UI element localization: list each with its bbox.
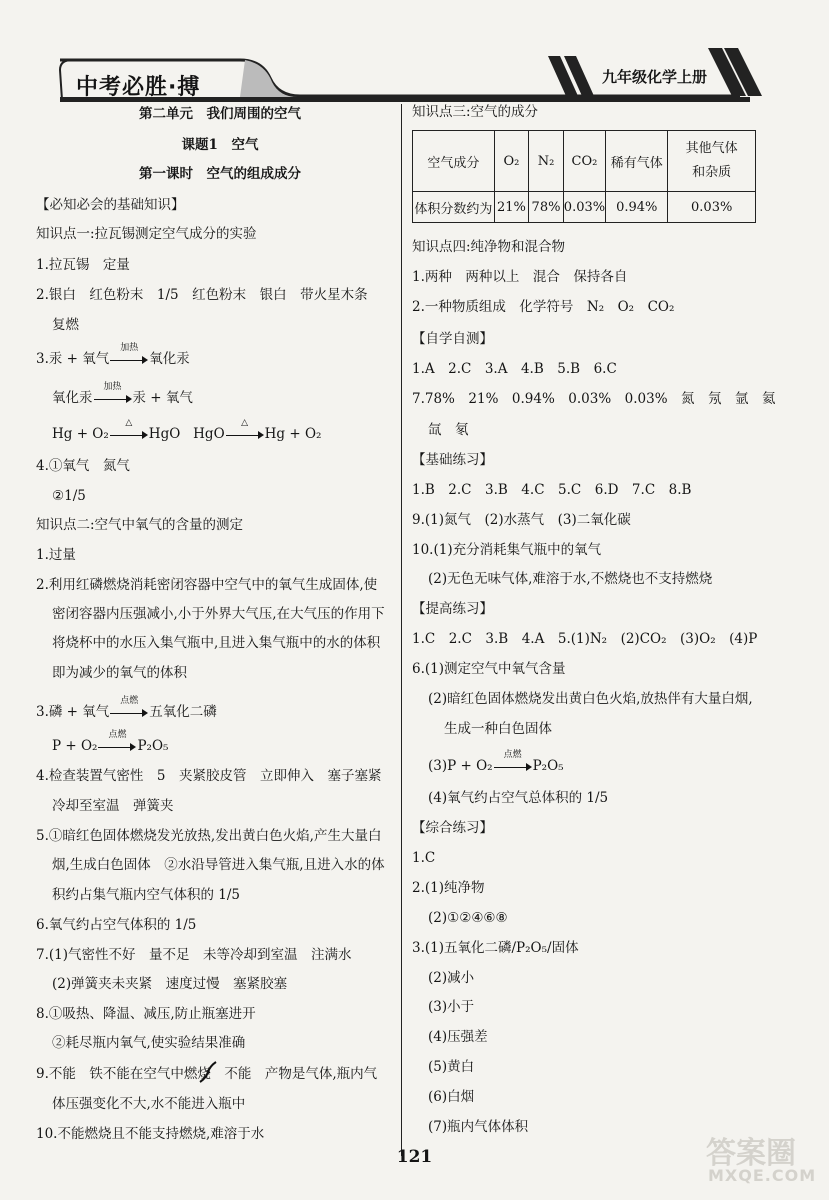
- answer-line: 8.①吸热、降温、减压,防止瓶塞进开: [36, 1006, 256, 1022]
- eq-rhs: P₂O₅: [137, 738, 169, 754]
- page-number: 121: [396, 1147, 433, 1167]
- table-cell: 0.03%: [668, 192, 756, 223]
- reaction-condition: 点燃: [120, 695, 139, 706]
- reaction-arrow: [110, 417, 148, 442]
- column-divider: [401, 104, 402, 1156]
- answer-line: 2.一种物质组成 化学符号 N₂ O₂ CO₂: [412, 299, 675, 315]
- book-title: 九年级化学上册: [602, 68, 708, 86]
- answer-line: (2)弹簧夹未夹紧 速度过慢 塞紧胶塞: [52, 976, 288, 992]
- answer-line: 5.①暗红色固体燃烧发光放热,发出黄白色火焰,产生大量白: [36, 828, 382, 844]
- section-heading: 【自学自测】: [412, 331, 493, 347]
- answer-line: 7.78% 21% 0.94% 0.03% 0.03% 氮 氖 氩 氦: [412, 391, 776, 407]
- answer-line: 将烧杯中的水压入集气瓶中,且进入集气瓶中的水的体积: [52, 635, 381, 651]
- answer-line: ②耗尽瓶内氧气,使实验结果准确: [52, 1035, 246, 1051]
- equation: [52, 381, 193, 406]
- eq-lhs: P + O₂: [52, 738, 98, 754]
- reaction-condition: 加热: [103, 381, 122, 392]
- answer-line: 积约占集气瓶内空气体积的 1/5: [52, 887, 241, 903]
- knowledge-point-4: 知识点四:纯净物和混合物: [412, 239, 566, 255]
- reaction-condition: △: [241, 417, 249, 428]
- reaction-arrow: [494, 749, 532, 774]
- knowledge-point-1: 知识点一:拉瓦锡测定空气成分的实验: [36, 226, 257, 242]
- reaction-condition: 点燃: [503, 749, 522, 760]
- brand-title: 中考必胜·搏: [76, 75, 201, 100]
- answer-line: (5)黄白: [428, 1059, 475, 1075]
- eq-lhs: 3.磷 + 氧气: [36, 704, 110, 720]
- table-cell: N₂: [529, 131, 564, 192]
- answer-line: (2)无色无味气体,难溶于水,不燃烧也不支持燃烧: [428, 571, 713, 587]
- answer-line: 10.(1)充分消耗集气瓶中的氧气: [412, 542, 602, 558]
- air-composition-table: [412, 130, 756, 223]
- reaction-condition: 加热: [120, 342, 139, 353]
- answer-line: 密闭容器内压强减小,小于外界大气压,在大气压的作用下: [52, 606, 385, 622]
- answer-line: 即为减少的氧气的体积: [52, 665, 187, 681]
- table-cell: 78%: [529, 192, 564, 223]
- answer-line: 1.B 2.C 3.B 4.C 5.C 6.D 7.C 8.B: [412, 482, 692, 498]
- table-cell: 空气成分: [413, 131, 495, 192]
- answer-line: 体压强变化不大,水不能进入瓶中: [52, 1096, 246, 1112]
- answer-line: 氙 氡: [428, 422, 469, 438]
- answer-line: 4.检查装置气密性 5 夹紧胶皮管 立即伸入 塞子塞紧: [36, 768, 382, 784]
- answer-line: (4)压强差: [428, 1029, 488, 1045]
- answer-line: 6.氧气约占空气体积的 1/5: [36, 917, 197, 933]
- reaction-condition: 点燃: [108, 729, 127, 740]
- table-cell: 其他气体和杂质: [668, 131, 756, 192]
- lesson-title: 课题1 空气: [181, 137, 259, 153]
- knowledge-point-2: 知识点二:空气中氧气的含量的测定: [36, 517, 244, 533]
- reaction-arrow: [226, 417, 264, 442]
- answer-line: 冷却至室温 弹簧夹: [52, 798, 174, 814]
- answer-line: (6)白烟: [428, 1089, 475, 1105]
- table-cell: 0.94%: [606, 192, 668, 223]
- section-heading: 【必知必会的基础知识】: [36, 197, 185, 213]
- page-header: [0, 0, 829, 118]
- table-row: [413, 192, 756, 223]
- eq-rhs: HgO: [148, 426, 181, 442]
- answer-line: 7.(1)气密性不好 量不足 未等冷却到室温 注满水: [36, 947, 352, 963]
- equation: [36, 342, 190, 367]
- answer-line: ②1/5: [52, 488, 86, 504]
- eq-rhs: 汞 + 氧气: [132, 390, 193, 406]
- equation: [52, 729, 169, 754]
- answer-line: 9.不能 铁不能在空气中燃烧 不能 产物是气体,瓶内气: [36, 1066, 378, 1082]
- pen-mark: [196, 1060, 220, 1086]
- answer-line: 4.①氧气 氮气: [36, 458, 130, 474]
- watermark-logo: 答案圈: [706, 1136, 796, 1171]
- table-header-row: [413, 131, 756, 192]
- table-cell: O₂: [494, 131, 529, 192]
- answer-line: 1.拉瓦锡 定量: [36, 257, 130, 273]
- table-cell: 21%: [494, 192, 529, 223]
- section-heading: 【提高练习】: [412, 601, 493, 617]
- reaction-arrow: [98, 729, 136, 754]
- unit-title: 第二单元 我们周围的空气: [139, 106, 301, 122]
- answer-line: 1.C: [412, 850, 436, 866]
- answer-line: 生成一种白色固体: [444, 721, 552, 737]
- answer-line: 烟,生成白色固体 ②水沿导管进入集气瓶,且进入水的体: [52, 857, 385, 873]
- reaction-arrow: [94, 381, 132, 406]
- answer-line: (2)减小: [428, 970, 475, 986]
- answer-line: 1.C 2.C 3.B 4.A 5.(1)N₂ (2)CO₂ (3)O₂ (4)P: [412, 631, 758, 647]
- eq-lhs: (3)P + O₂: [428, 758, 493, 774]
- watermark-url: MXQE.COM: [708, 1166, 817, 1185]
- table-cell: CO₂: [563, 131, 605, 192]
- answer-line: (2)暗红色固体燃烧发出黄白色火焰,放热伴有大量白烟,: [428, 691, 753, 707]
- answer-line: 1.A 2.C 3.A 4.B 5.B 6.C: [412, 361, 617, 377]
- period-title: 第一课时 空气的组成成分: [139, 166, 301, 182]
- eq-lhs: 3.汞 + 氧气: [36, 351, 110, 367]
- equation: [428, 749, 564, 774]
- answer-line: 9.(1)氮气 (2)水蒸气 (3)二氧化碳: [412, 512, 631, 528]
- answer-line: 1.两种 两种以上 混合 保持各自: [412, 269, 628, 285]
- answer-line: (3)小于: [428, 999, 475, 1015]
- reaction-condition: △: [125, 417, 133, 428]
- equation: [36, 695, 217, 720]
- eq-rhs: Hg + O₂: [264, 426, 322, 442]
- answer-line: 2.(1)纯净物: [412, 880, 485, 896]
- eq-rhs: 氧化汞: [149, 351, 190, 367]
- reaction-arrow: [110, 695, 148, 720]
- eq-lhs: HgO: [193, 426, 225, 442]
- section-heading: 【综合练习】: [412, 820, 493, 836]
- knowledge-point-3: 知识点三:空气的成分: [412, 104, 539, 120]
- answer-line: 6.(1)测定空气中氧气含量: [412, 661, 566, 677]
- answer-line: (4)氧气约占空气总体积的 1/5: [428, 790, 609, 806]
- section-heading: 【基础练习】: [412, 452, 493, 468]
- reaction-arrow: [110, 342, 148, 367]
- eq-lhs: Hg + O₂: [52, 426, 109, 442]
- table-cell: 体积分数约为: [413, 192, 495, 223]
- answer-line: (7)瓶内气体体积: [428, 1119, 529, 1135]
- answer-line: 复燃: [52, 317, 79, 333]
- answer-line: 2.利用红磷燃烧消耗密闭容器中空气中的氧气生成固体,使: [36, 577, 378, 593]
- answer-line: (2)①②④⑥⑧: [428, 910, 508, 926]
- eq-rhs: P₂O₅: [532, 758, 564, 774]
- table-cell: 0.03%: [563, 192, 605, 223]
- answer-line: 10.不能燃烧且不能支持燃烧,难溶于水: [36, 1126, 265, 1142]
- answer-line: 3.(1)五氧化二磷/P₂O₅/固体: [412, 940, 579, 956]
- answer-line: 2.银白 红色粉末 1/5 红色粉末 银白 带火星木条: [36, 287, 368, 303]
- table-cell: 稀有气体: [606, 131, 668, 192]
- equation: [52, 417, 322, 442]
- answer-line: 1.过量: [36, 547, 76, 563]
- eq-rhs: 五氧化二磷: [149, 704, 217, 720]
- eq-lhs: 氧化汞: [52, 390, 93, 406]
